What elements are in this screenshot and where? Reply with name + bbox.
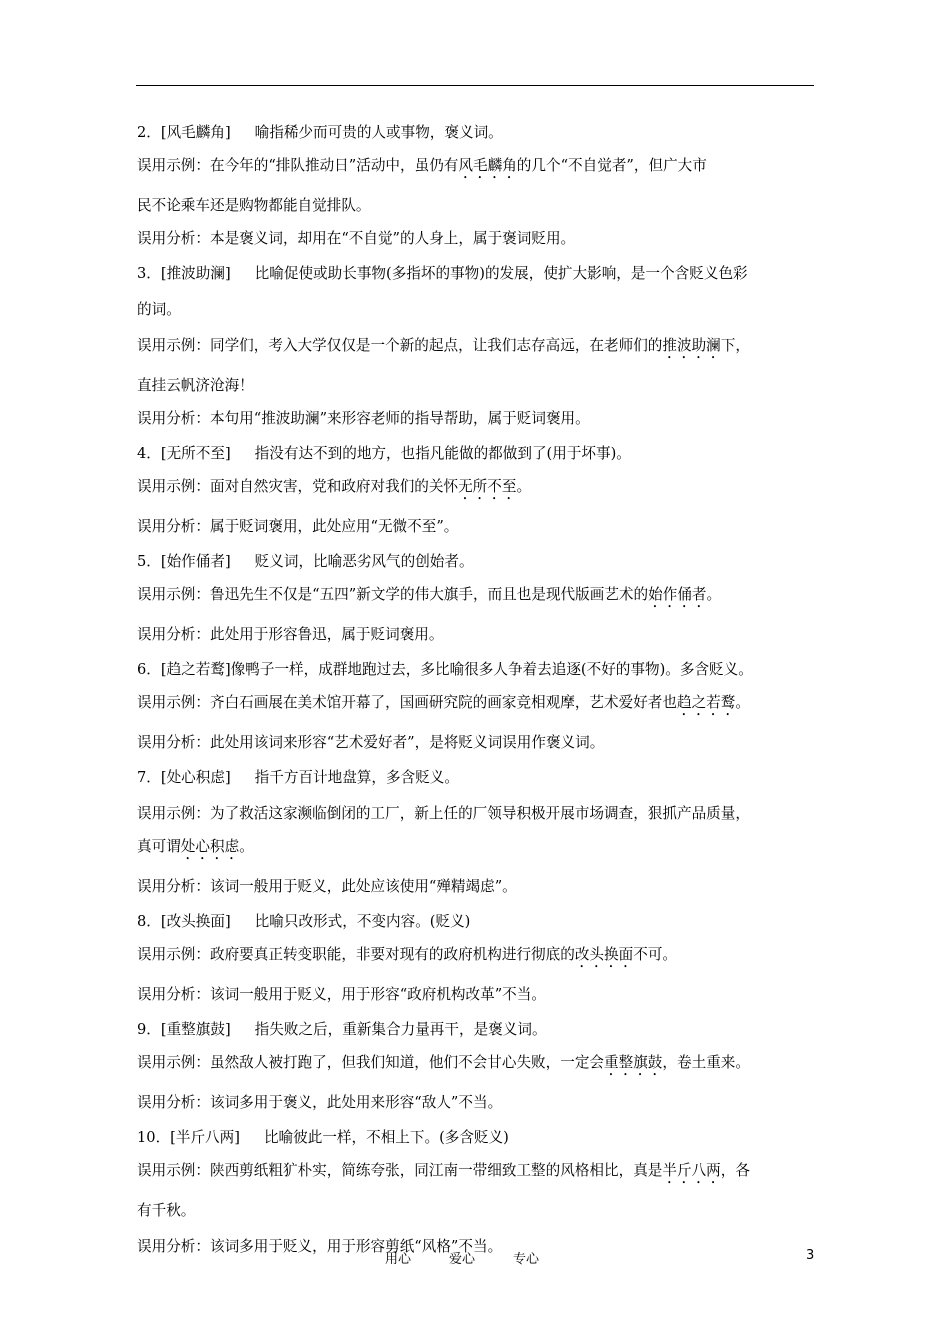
- entry-7: [137, 765, 814, 899]
- entry-header: [137, 120, 814, 145]
- analysis-line: 误用分析：该词多用于贬义，用于形容剪纸“风格”不当。: [137, 1238, 503, 1255]
- example-line-cont: 真可谓处心积虑。: [137, 838, 254, 855]
- entry-header: [137, 261, 814, 286]
- example-line: 误用示例：面对自然灾害，党和政府对我们的关怀无所不至。: [137, 478, 532, 495]
- emphasized-idiom: 始作俑者: [648, 586, 707, 603]
- idiom-definition: 比喻彼此一样，不相上下。(多含贬义): [263, 1129, 509, 1146]
- entry-header: [137, 441, 814, 466]
- entry-header: [137, 1017, 814, 1042]
- document-body: [137, 120, 814, 1259]
- entry-header: [137, 1125, 814, 1150]
- emphasized-idiom: 趋之若鹜: [676, 694, 736, 711]
- idiom-definition: 像鸭子一样，成群地跑过去，多比喻很多人争着去追逐(不好的事物)。多含贬义。: [230, 661, 753, 678]
- header-rule: [136, 85, 814, 86]
- idiom-label: 10．[半斤八两]: [137, 1129, 240, 1146]
- page-number: 3: [806, 1248, 815, 1263]
- idiom-label: 3．[推波助澜]: [137, 265, 231, 282]
- entry-header: [137, 657, 814, 682]
- idiom-label: 6．[趋之若鹜]: [137, 661, 231, 678]
- entry-9: [137, 1017, 814, 1115]
- entry-6: [137, 657, 814, 755]
- analysis-line: 误用分析：该词多用于褒义，此处用来形容“敌人”不当。: [137, 1094, 503, 1111]
- emphasized-idiom: 处心积虑: [180, 838, 240, 855]
- idiom-definition: 比喻促使或助长事物(多指坏的事物)的发展，使扩大影响，是一个含贬义色彩: [254, 265, 748, 282]
- example-line-cont: 民不论乘车还是购物都能自觉排队。: [137, 197, 371, 214]
- idiom-label: 9．[重整旗鼓]: [137, 1021, 231, 1038]
- idiom-label: 4．[无所不至]: [137, 445, 231, 462]
- idiom-label: 7．[处心积虑]: [137, 769, 231, 786]
- emphasized-idiom: 半斤八两: [662, 1162, 721, 1179]
- analysis-line: 误用分析：该词一般用于贬义，此处应该使用“殚精竭虑”。: [137, 878, 517, 895]
- analysis-line: 误用分析：此处用于形容鲁迅，属于贬词褒用。: [137, 626, 444, 643]
- example-line: 误用示例：政府要真正转变职能，非要对现有的政府机构进行彻底的改头换面不可。: [137, 946, 678, 963]
- analysis-line: 误用分析：本句用“推波助澜”来形容老师的指导帮助，属于贬词褒用。: [137, 410, 590, 427]
- example-line-cont: 直挂云帆济沧海！: [137, 377, 254, 394]
- analysis-line: 误用分析：该词一般用于贬义，用于形容“政府机构改革”不当。: [137, 986, 546, 1003]
- example-line: 误用示例：陕西剪纸粗犷朴实，简练夸张，同江南一带细致工整的风格相比，真是半斤八两，各: [137, 1162, 750, 1179]
- idiom-label: 8．[改头换面]: [137, 913, 231, 930]
- entry-10: [137, 1125, 814, 1259]
- entry-header: [137, 549, 814, 574]
- entry-header-cont: 的词。: [137, 301, 181, 318]
- idiom-definition: 比喻只改形式，不变内容。(贬义): [254, 913, 471, 930]
- emphasized-idiom: 推波助澜: [662, 337, 721, 354]
- entry-4: [137, 441, 814, 539]
- example-line: 误用示例：为了救活这家濒临倒闭的工厂，新上任的厂领导积极开展市场调查，狠抓产品质量，: [137, 805, 750, 822]
- example-line: 误用示例：在今年的“排队推动日”活动中，虽仍有风毛麟角的几个“不自觉者”，但广大市: [137, 157, 707, 174]
- emphasized-idiom: 风毛麟角: [458, 157, 517, 174]
- entry-2: [137, 120, 814, 251]
- entry-3: [137, 261, 814, 431]
- example-line: 误用示例：虽然敌人被打跑了，但我们知道，他们不会甘心失败，一定会重整旗鼓，卷土重来。: [137, 1054, 750, 1071]
- idiom-definition: 指失败之后，重新集合力量再干，是褒义词。: [254, 1021, 547, 1038]
- analysis-line: 误用分析：此处用该词来形容“艺术爱好者”，是将贬义词误用作褒义词。: [137, 734, 605, 751]
- idiom-label: 2．[风毛麟角]: [137, 124, 231, 141]
- entry-header: [137, 909, 814, 934]
- emphasized-idiom: 改头换面: [574, 946, 634, 963]
- emphasized-idiom: 无所不至: [458, 478, 517, 495]
- entry-8: [137, 909, 814, 1007]
- idiom-definition: 贬义词，比喻恶劣风气的创始者。: [254, 553, 474, 570]
- idiom-definition: 喻指稀少而可贵的人或事物，褒义词。: [254, 124, 503, 141]
- analysis-line: 误用分析：本是褒义词，却用在“不自觉”的人身上，属于褒词贬用。: [137, 230, 576, 247]
- example-line: 误用示例：鲁迅先生不仅是“五四”新文学的伟大旗手，而且也是现代版画艺术的始作俑者。: [137, 586, 722, 603]
- example-line: 误用示例：齐白石画展在美术馆开幕了，国画研究院的画家竞相观摩，艺术爱好者也趋之若鹜。: [137, 694, 750, 711]
- footer-motto: 用心 爱心 专心: [385, 1252, 540, 1267]
- entry-header: [137, 765, 814, 790]
- example-line-cont: 有千秋。: [137, 1202, 196, 1219]
- idiom-label: 5．[始作俑者]: [137, 553, 231, 570]
- analysis-line: 误用分析：属于贬词褒用，此处应用“无微不至”。: [137, 518, 459, 535]
- emphasized-idiom: 重整旗鼓: [604, 1054, 663, 1071]
- idiom-definition: 指没有达不到的地方，也指凡能做的都做到了(用于坏事)。: [254, 445, 631, 462]
- entry-5: [137, 549, 814, 647]
- example-line: 误用示例：同学们，考入大学仅仅是一个新的起点，让我们志存高远，在老师们的推波助澜下，: [137, 337, 750, 354]
- idiom-definition: 指千方百计地盘算，多含贬义。: [254, 769, 459, 786]
